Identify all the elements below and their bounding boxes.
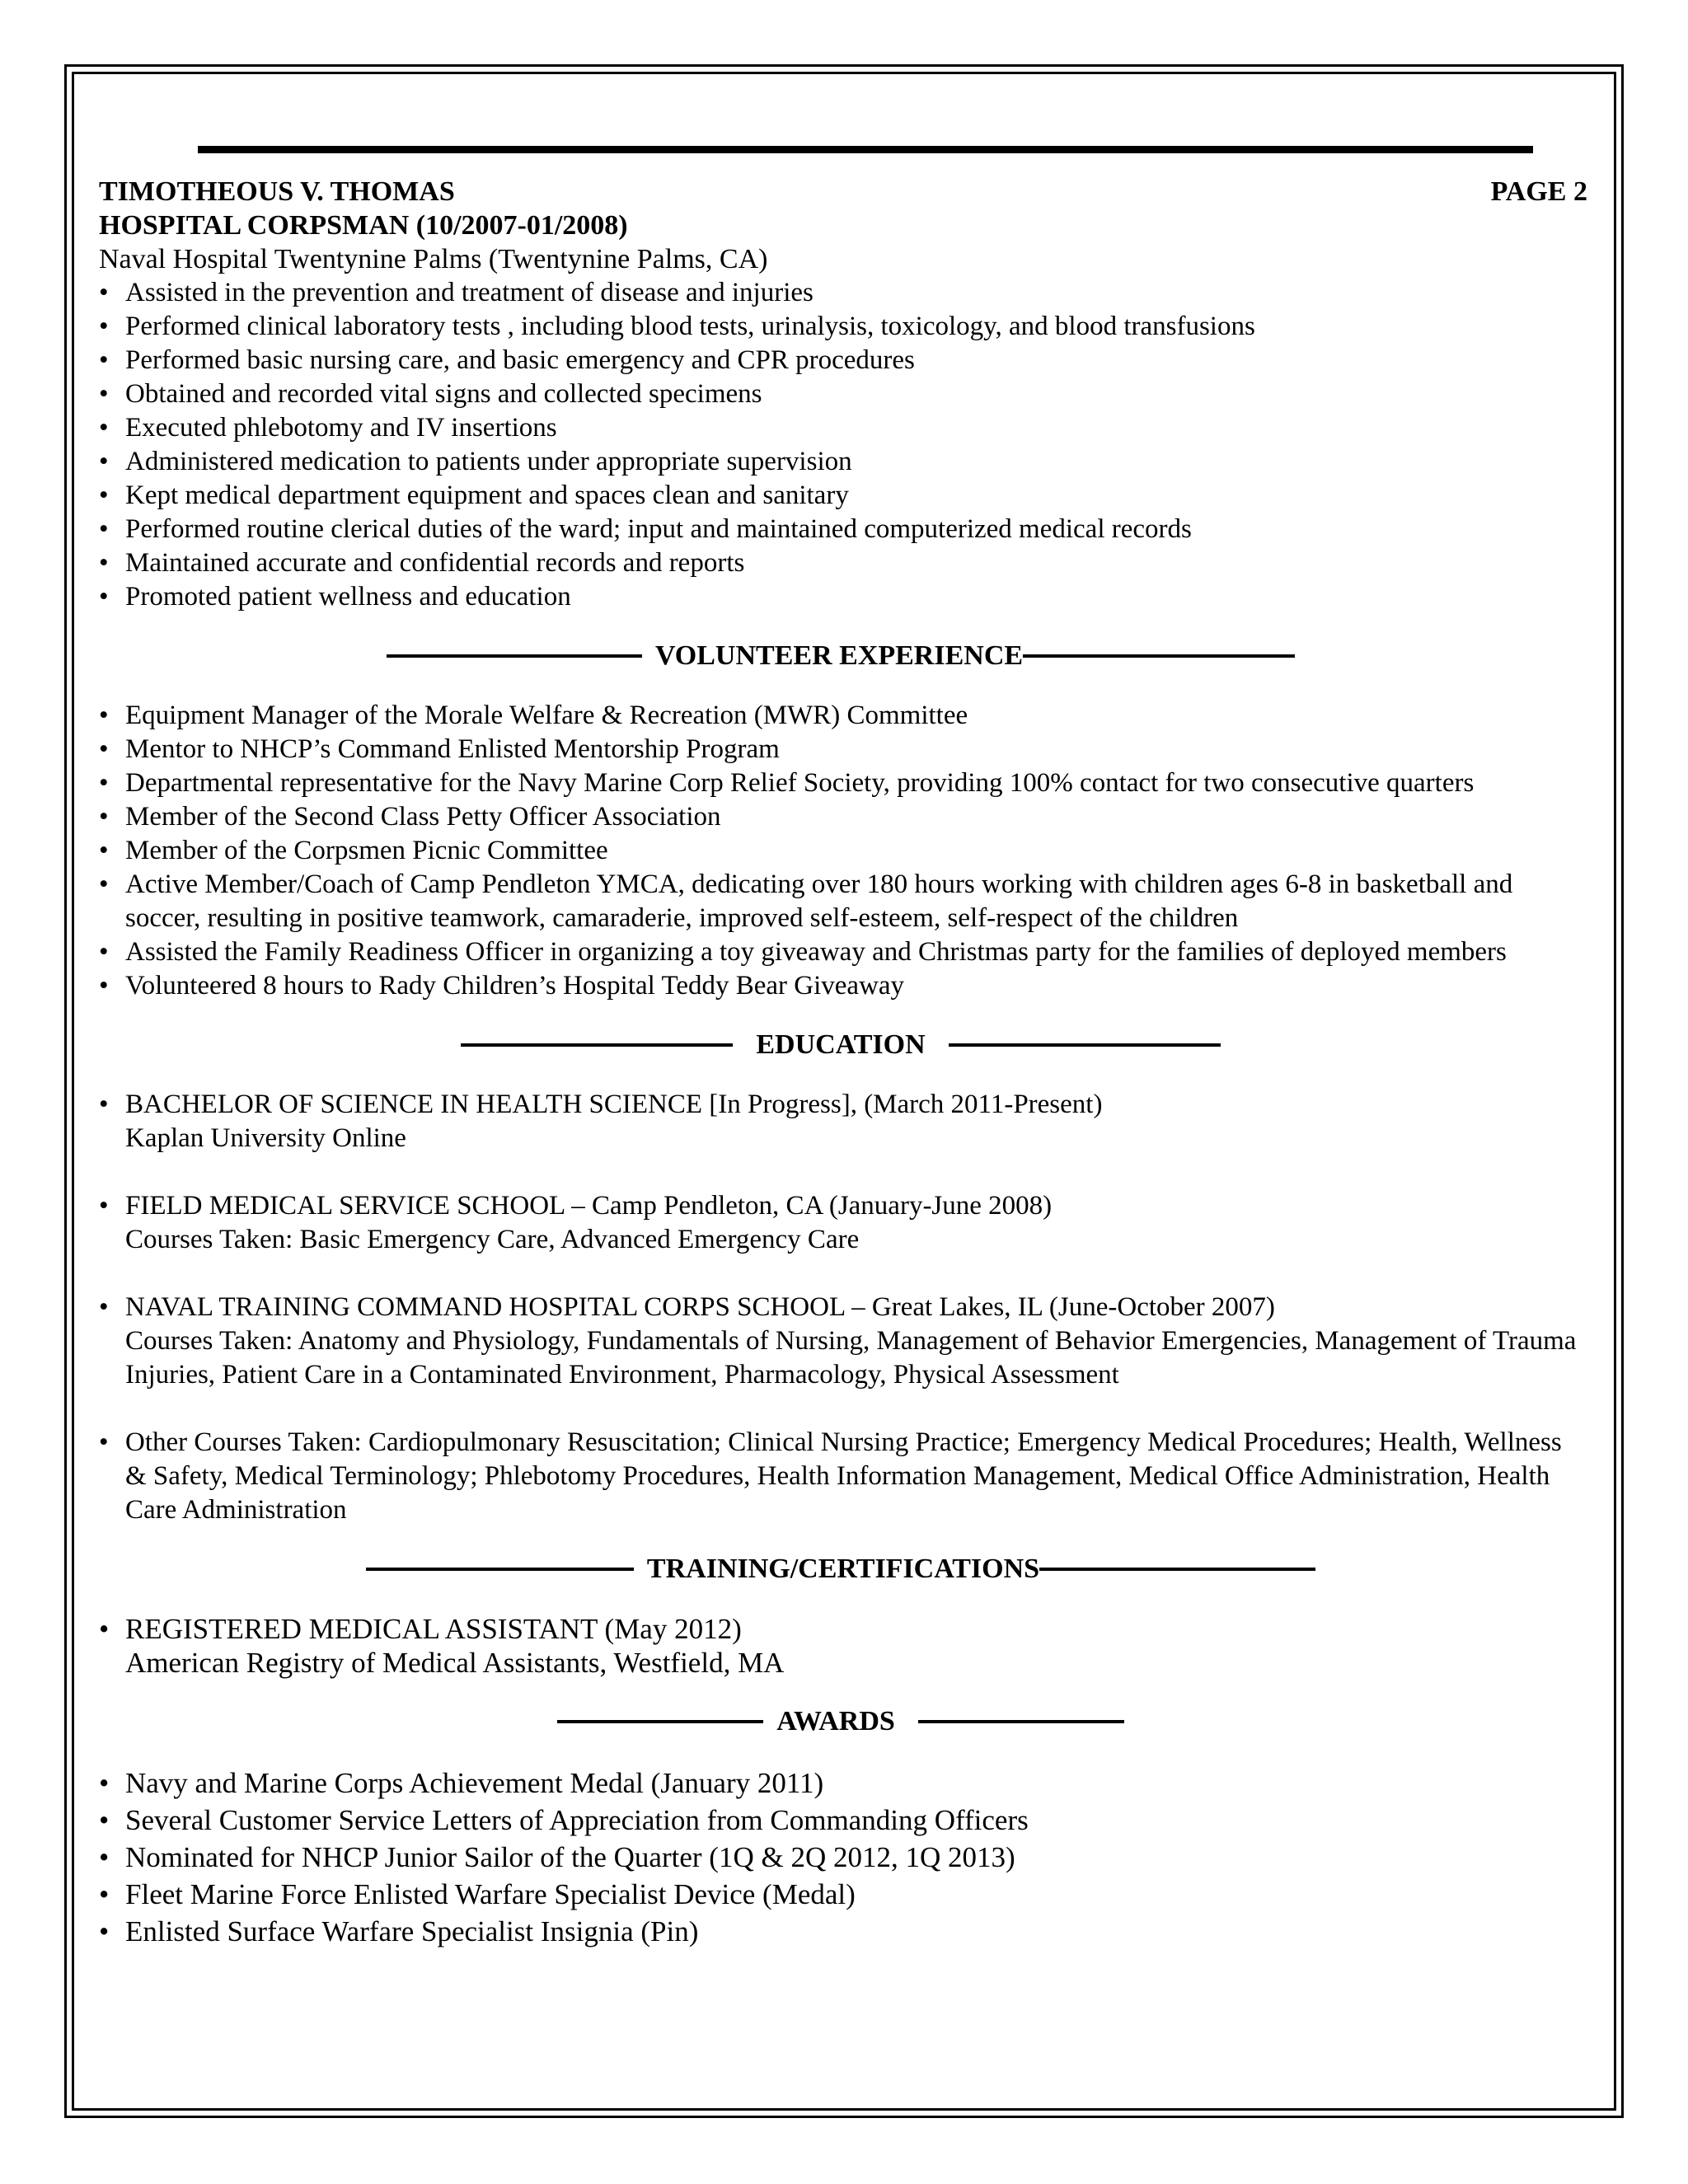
list-item <box>99 1426 1582 1527</box>
list-item: • Administered medication to patients under appropriate supervision <box>99 445 1582 479</box>
list-item: • Performed clinical laboratory tests , including blood tests, urinalysis, toxicology, and blood transfusions <box>99 310 1582 344</box>
certification-detail: American Registry of Medical Assistants, Westfield, MA <box>125 1647 785 1679</box>
education-detail: Courses Taken: Basic Emergency Care, Advanced Emergency Care <box>125 1225 860 1254</box>
list-item: • Member of the Second Class Petty Officer Association <box>99 800 1582 834</box>
list-item: • Active Member/Coach of Camp Pendleton YMCA, dedicating over 180 hours working with children ages 6-8 in basketball and soccer, resulting in positive teamwork, camaraderie, improved self-esteem, self-respect of the children <box>99 868 1582 935</box>
list-item: • Performed routine clerical duties of the ward; input and maintained computerized medical records <box>99 513 1582 546</box>
list-item: • Departmental representative for the Navy Marine Corp Relief Society, providing 100% contact for two consecutive quarters <box>99 766 1582 800</box>
section-title: AWARDS <box>776 1706 895 1736</box>
education-detail: Courses Taken: Anatomy and Physiology, Fundamentals of Nursing, Management of Behavior Emergencies, Management of Trauma Injuries, Patient Care in a Contaminated Environment, Pharmacology, Physical Assessment <box>125 1326 1577 1390</box>
education-heading <box>99 1028 1582 1062</box>
awards-list <box>99 1765 1582 1950</box>
list-item <box>99 1612 1582 1680</box>
education-title: • FIELD MEDICAL SERVICE SCHOOL – Camp Pendleton, CA (January-June 2008) <box>125 1191 1053 1221</box>
list-item: • Equipment Manager of the Morale Welfare & Recreation (MWR) Committee <box>99 699 1582 733</box>
training-list <box>99 1612 1582 1680</box>
training-heading <box>99 1552 1582 1586</box>
page-header <box>99 175 1587 209</box>
heading-rule <box>387 654 642 658</box>
list-item: • Promoted patient wellness and education <box>99 580 1582 614</box>
job-title: HOSPITAL CORPSMAN (10/2007-01/2008) <box>99 210 628 241</box>
section-title: VOLUNTEER EXPERIENCE <box>654 640 1024 671</box>
job-employer: Naval Hospital Twentynine Palms (Twentynine Palms, CA) <box>99 244 768 274</box>
heading-rule <box>557 1720 763 1723</box>
education-list <box>99 1088 1582 1527</box>
list-item <box>99 1189 1582 1257</box>
education-title: • NAVAL TRAINING COMMAND HOSPITAL CORPS SCHOOL – Great Lakes, IL (June-October 2007) <box>125 1292 1275 1322</box>
list-item: • Fleet Marine Force Enlisted Warfare Specialist Device (Medal) <box>99 1876 1582 1913</box>
heading-rule <box>918 1720 1124 1723</box>
section-title: EDUCATION <box>756 1029 926 1060</box>
section-title: TRAINING/CERTIFICATIONS <box>646 1554 1040 1584</box>
certification-title: • REGISTERED MEDICAL ASSISTANT (May 2012) <box>125 1613 742 1645</box>
list-item: • Assisted the Family Readiness Officer in organizing a toy giveaway and Christmas party for the families of deployed members <box>99 935 1582 969</box>
volunteer-heading <box>99 639 1582 673</box>
page-number: PAGE 2 <box>1490 176 1587 207</box>
list-item <box>99 1291 1582 1392</box>
heading-rule <box>461 1043 733 1047</box>
resume-content <box>99 175 1587 1950</box>
awards-heading <box>99 1704 1582 1738</box>
education-title: • BACHELOR OF SCIENCE IN HEALTH SCIENCE [In Progress], (March 2011-Present) <box>125 1090 1103 1119</box>
volunteer-list <box>99 699 1582 1003</box>
heading-rule <box>1023 654 1295 658</box>
list-item: • Assisted in the prevention and treatment of disease and injuries <box>99 276 1582 310</box>
list-item: • Kept medical department equipment and spaces clean and sanitary <box>99 479 1582 513</box>
education-detail: Kaplan University Online <box>125 1123 406 1153</box>
list-item: • Performed basic nursing care, and basic emergency and CPR procedures <box>99 344 1582 377</box>
list-item: • Member of the Corpsmen Picnic Committee <box>99 834 1582 868</box>
list-item: • Executed phlebotomy and IV insertions <box>99 411 1582 445</box>
job-duties-list <box>99 276 1582 614</box>
list-item: • Obtained and recorded vital signs and collected specimens <box>99 377 1582 411</box>
list-item: • Volunteered 8 hours to Rady Children’s Hospital Teddy Bear Giveaway <box>99 969 1582 1003</box>
top-rule <box>198 146 1533 153</box>
list-item <box>99 1088 1582 1155</box>
list-item: • Navy and Marine Corps Achievement Medal (January 2011) <box>99 1765 1582 1802</box>
education-title: • Other Courses Taken: Cardiopulmonary Resuscitation; Clinical Nursing Practice; Emergency Medical Procedures; Health, Wellness & Safety, Medical Terminology; Phlebotomy Procedures, Health Information Management, Medical Office Administration, Health Care Administration <box>125 1427 1562 1525</box>
heading-rule <box>366 1568 634 1571</box>
heading-rule <box>949 1043 1221 1047</box>
list-item: • Maintained accurate and confidential records and reports <box>99 546 1582 580</box>
list-item: • Nominated for NHCP Junior Sailor of the Quarter (1Q & 2Q 2012, 1Q 2013) <box>99 1839 1582 1876</box>
list-item: • Enlisted Surface Warfare Specialist Insignia (Pin) <box>99 1913 1582 1950</box>
heading-rule <box>1039 1568 1315 1571</box>
candidate-name: TIMOTHEOUS V. THOMAS <box>99 176 455 207</box>
list-item: • Several Customer Service Letters of Appreciation from Commanding Officers <box>99 1802 1582 1839</box>
list-item: • Mentor to NHCP’s Command Enlisted Mentorship Program <box>99 733 1582 766</box>
